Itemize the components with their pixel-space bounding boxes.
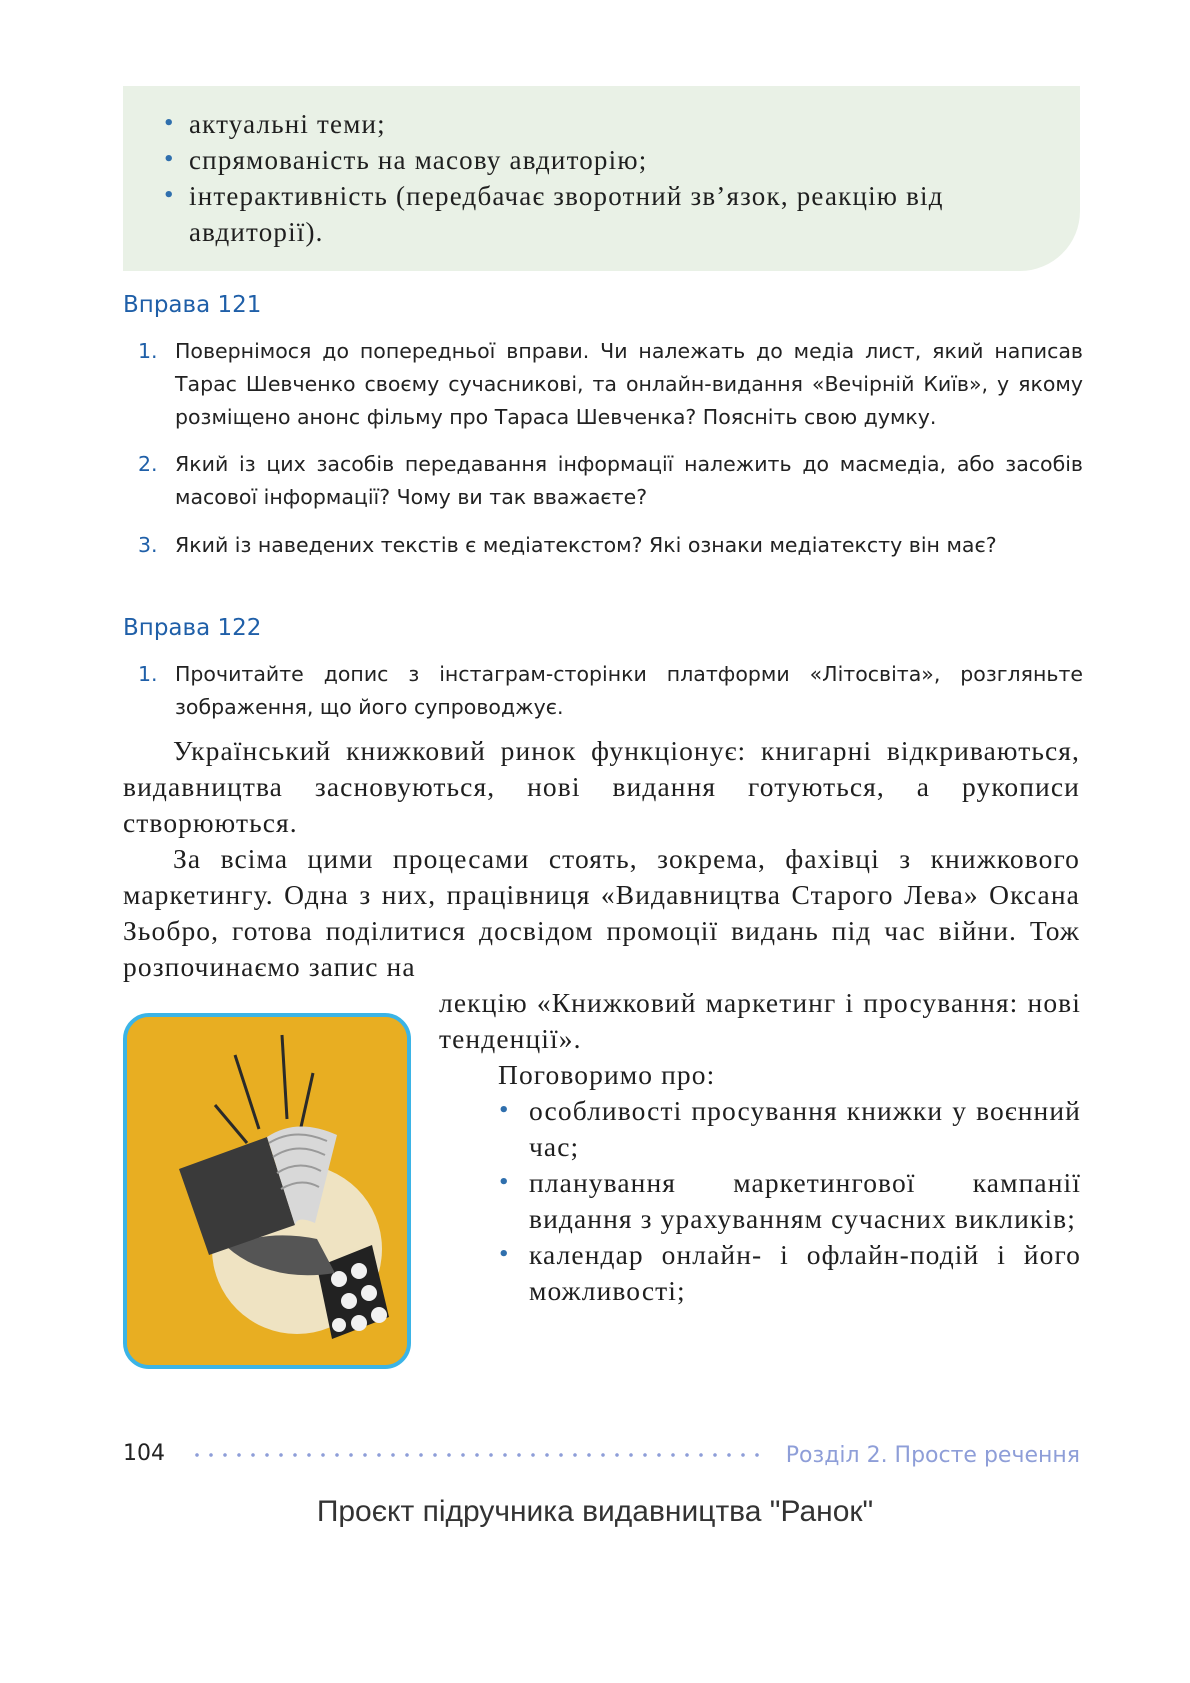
bullet-icon: • — [498, 1172, 511, 1193]
book-illustration — [123, 1013, 411, 1369]
exercise-121-title: Вправа 121 — [123, 292, 262, 318]
post-paragraph-2-cont: лекцію «Книжковий маркетинг і просування: нові тенденції». — [439, 987, 1081, 1054]
bullet-icon: • — [163, 185, 176, 206]
item-text: Який із цих засобів передавання інформації належить до масмедіа, або засобів масової інформації? Чому ви так вважаєте? — [175, 452, 1083, 509]
item-number: 1. — [138, 662, 158, 686]
exercise-122-title: Вправа 122 — [123, 615, 262, 641]
exercise-item — [138, 448, 1083, 514]
item-number: 2. — [138, 452, 158, 476]
section-title: Розділ 2. Просте речення — [785, 1443, 1080, 1468]
post-right-column — [439, 985, 1081, 1309]
bullet-icon: • — [163, 113, 176, 134]
list-item: • календар онлайн- і офлайн-подій і його можливості; — [498, 1239, 1081, 1306]
list-item: • актуальні теми; — [159, 106, 1069, 142]
item-number: 3. — [138, 533, 158, 557]
page-number: 104 — [123, 1441, 165, 1466]
watermark: Проєкт підручника видавництва "Ранок" — [316, 1495, 874, 1528]
post-lead: Поговоримо про: — [498, 1059, 716, 1090]
bullet-icon: • — [163, 149, 176, 170]
book-hand-image — [127, 1017, 407, 1365]
item-number: 1. — [138, 339, 158, 363]
item-text: Який із наведених текстів є медіатекстом? Які ознаки медіатексту він має? — [175, 533, 997, 557]
list-item: • особливості просування книжки у воєнний час; — [498, 1095, 1081, 1162]
topics-list — [439, 1093, 1081, 1309]
post-paragraph-2: За всіма цими процесами стоять, зокрема, фахівці з книжкового маркетингу. Одна з них, працівниця «Видавництва Старого Лева» Оксана Зьобро, готова поділитися досвідом промоції видань під час війни. Тож розпочинаємо запис на — [123, 843, 1080, 982]
exercise-122-list — [138, 658, 1083, 724]
item-text: Повернімося до попередньої вправи. Чи належать до медіа лист, який написав Тарас Шевченко своєму сучасникові, та онлайн-видання «Вечірній Київ», у якому розміщено анонс фільму про Тараса Шевченка? Поясніть свою думку. — [175, 339, 1083, 429]
item-text: Прочитайте допис з інстаграм-сторінки платформи «Літосвіта», розгляньте зображення, що його супроводжує. — [175, 662, 1083, 719]
post-paragraph-1: Український книжковий ринок функціонує: книгарні відкриваються, видавництва засновуються, нові видання готуються, а рукописи створюються. — [123, 735, 1080, 838]
exercise-item — [138, 529, 1083, 562]
footer-dots — [190, 1452, 765, 1458]
intro-box — [123, 86, 1080, 271]
exercise-item — [138, 658, 1083, 724]
bullet-icon: • — [498, 1244, 511, 1265]
list-item: • інтерактивність (передбачає зворотний зв’язок, реакцію від авдиторії). — [159, 178, 1069, 250]
exercise-item — [138, 335, 1083, 434]
bullet-icon: • — [498, 1100, 511, 1121]
list-item: • спрямованість на масову авдиторію; — [159, 142, 1069, 178]
intro-list — [123, 86, 1080, 250]
exercise-121-list — [138, 335, 1083, 562]
list-item: • планування маркетингової кампанії видання з урахуванням сучасних викликів; — [498, 1167, 1081, 1234]
